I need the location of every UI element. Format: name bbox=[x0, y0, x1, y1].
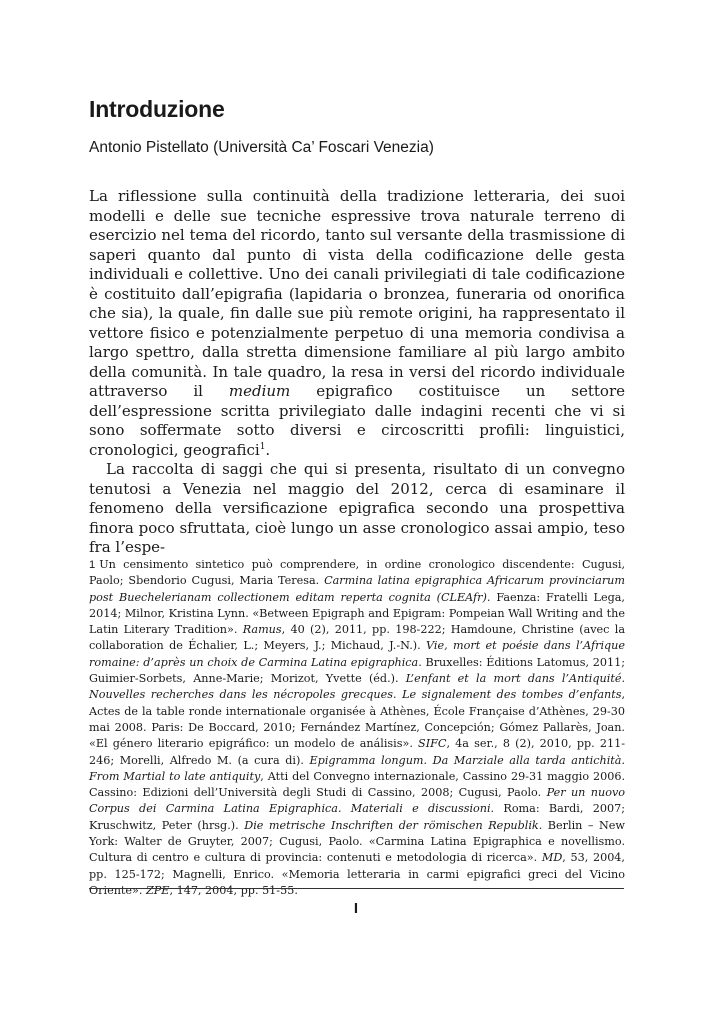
italic-term: medium bbox=[228, 382, 291, 400]
paragraph-1-text-c: . bbox=[265, 440, 271, 459]
footnote-italic-title: L’enfant et la mort dans l’Antiquité. Nouvelles recherches dans les nécropoles grecques. Le signalement des tombes d’enfants bbox=[89, 672, 625, 702]
footnote-italic-title: Epigramma longum. Da Marziale alla tarda antichità. From Martial to late antiquity bbox=[89, 753, 625, 783]
footnote-segment: , 4a ser., 8 (2), 2010, pp. 211-246; Morelli, Alfredo M. (a cura di). bbox=[89, 737, 626, 767]
footnote-segment: , 53, 2004, pp. 125-172; Magnelli, Enrico. «Memoria letteraria in carmi epigrafici greci del Vicino Oriente». bbox=[89, 851, 625, 897]
footnote-italic-title: SIFC bbox=[418, 737, 447, 751]
author-line: Antonio Pistellato (Università Ca’ Foscari Venezia) bbox=[89, 139, 434, 156]
footer-rule bbox=[89, 888, 624, 889]
paragraph-1-text-a: La riflessione sulla continuità della tradizione letteraria, dei suoi modelli e delle sue tecniche espressive trova naturale terreno di esercizio nel tema del ricordo, tanto sul versante della trasmissione di saperi quanto dal punto di vista della codificazione delle gesta individuali e collettive. Uno dei canali privilegiati di tale codificazione è costituito dall’epigrafia (lapidaria o bronzea, funeraria od onorifica che sia), la quale, fin dalle sue più remote origini, ha rappresentato il vettore fisico e potenzialmente perpetuo di una memoria condivisa a largo spettro, dalla stretta dimensione familiare al più largo ambito della comunità. In tale quadro, la resa in versi del ricordo individuale attraverso il bbox=[89, 187, 625, 400]
footnote-italic-title: MD bbox=[541, 851, 563, 865]
footnote-reference[interactable]: 1 bbox=[259, 441, 266, 452]
footnote-text bbox=[89, 558, 625, 897]
footnote-segment: , 147, 2004, pp. 51-55. bbox=[169, 883, 298, 897]
footnote-segment: . Faenza: Fratelli Lega, 2014; Milnor, Kristina Lynn. «Between Epigraph and Epigram: Pompeian Wall Writing and the Latin Literary Tradition». bbox=[89, 590, 625, 637]
footnote-segment: Un censimento sintetico può comprendere, in ordine cronologico discendente: Cugusi, Paolo; Sbendorio Cugusi, Maria Teresa. bbox=[89, 558, 625, 588]
footnote-italic-title: Ramus bbox=[242, 623, 282, 637]
footnote-italic-title: Carmina latina epigraphica Africarum provinciarum post Buechelerianam collectionem editam reperta cognita (CLEAfr) bbox=[89, 574, 625, 604]
body-text bbox=[89, 187, 625, 558]
page-title: Introduzione bbox=[89, 96, 225, 122]
footnote-segment: . Berlin – New York: Walter de Gruyter, 2007; Cugusi, Paolo. «Carmina Latina Epigraphica e novellismo. Cultura di centro e cultura di provincia: contenuti e metodologia di ricerca». bbox=[89, 818, 625, 865]
footnote-italic-title: Die metrische Inschriften der römischen Republik bbox=[244, 818, 539, 832]
footnote-number: 1 bbox=[89, 559, 96, 571]
footnote-italic-title: Vie, mort et poésie dans l’Afrique romaine: d’après un choix de Carmina Latina epigraphica bbox=[89, 639, 626, 669]
footnote-italic-title: ZPE bbox=[146, 883, 170, 897]
footnote-segment: . Bruxelles: Éditions Latomus, 2011; Guimier-Sorbets, Anne-Marie; Morizot, Yvette (éd.). bbox=[89, 655, 625, 686]
paragraph-2: La raccolta di saggi che qui si presenta, risultato di un convegno tenutosi a Venezia nel maggio del 2012, cerca di esaminare il fenomeno della versificazione epigrafica secondo una prospettiva finora poco sfruttata, cioè lungo un asse cronologico assai ampio, teso fra l’espe- bbox=[89, 460, 625, 556]
page-number: I bbox=[353, 900, 359, 917]
paragraph-1 bbox=[89, 187, 625, 460]
footnote-segment: , Atti del Convegno internazionale, Cassino 29-31 maggio 2006. Cassino: Edizioni dell’Università degli Studi di Cassino, 2008; Cugusi, Paolo. bbox=[89, 769, 626, 800]
footnote-segment: , 40 (2), 2011, pp. 198-222; Hamdoune, Christine (avec la collaboration de Échalier, L.; Meyers, J.; Michaud, J.-N.). bbox=[89, 623, 625, 653]
footnote-italic-title: Per un nuovo Corpus dei Carmina Latina Epigraphica. Materiali e discussioni bbox=[89, 786, 626, 816]
footnote-segment: . Roma: Bardi, 2007; Kruschwitz, Peter (hrsg.). bbox=[89, 802, 625, 832]
footnote bbox=[89, 557, 625, 899]
paragraph-1-text-b: epigrafico costituisce un settore dell’espressione scritta privilegiato dalle indagini recenti che vi si sono soffermate sotto diversi e circoscritti profili: linguistici, cronologici, geografici bbox=[89, 382, 625, 459]
footnote-segment: , Actes de la table ronde internationale organisée à Athènes, École Française d’Athènes, 29-30 mai 2008. Paris: De Boccard, 2010; Fernández Martínez, Concepción; Gómez Pallarès, Joan. «El género literario epigráfico: un modelo de análisis». bbox=[89, 688, 625, 751]
